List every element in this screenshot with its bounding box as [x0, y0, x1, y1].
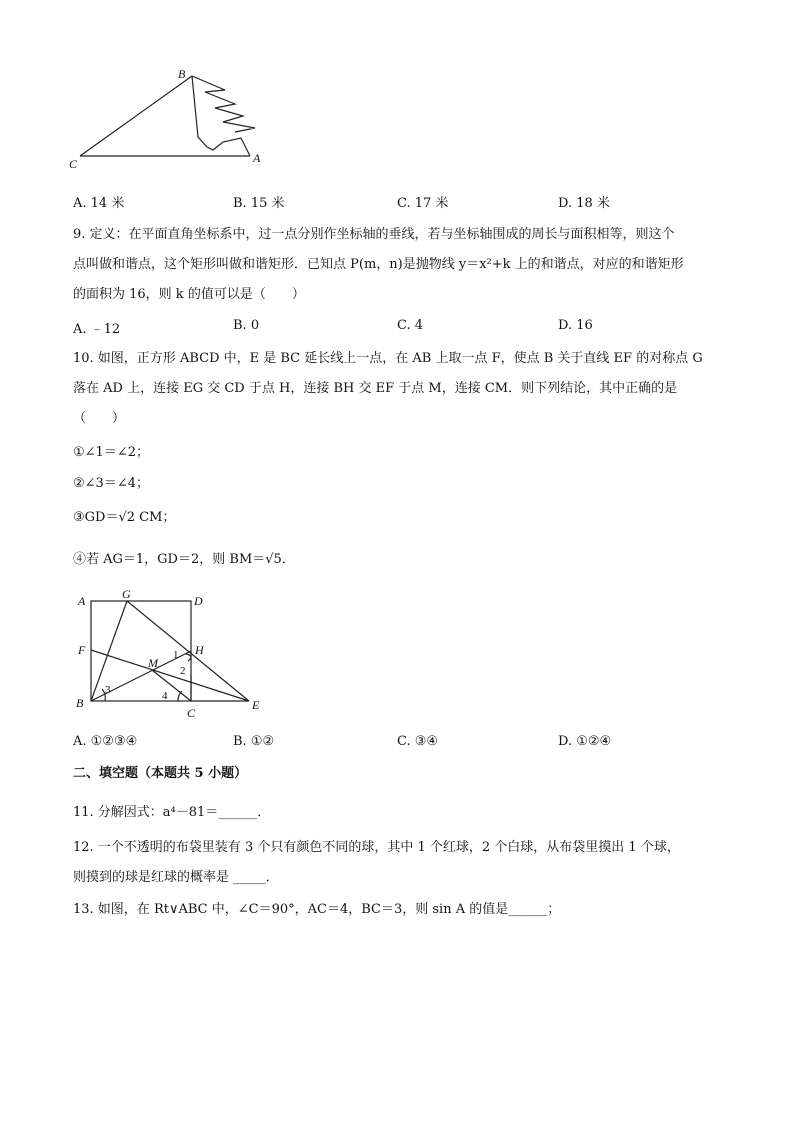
figure-square-abcd: [70, 585, 270, 725]
q10-line2: 落在 AD 上，连接 EG 交 CD 于点 H，连接 BH 交 EF 于点 M，连接 CM．则下列结论，其中正确的是: [73, 381, 678, 396]
q10-statement-2: ②∠3＝∠4；: [73, 476, 149, 491]
figure-triangle-abc: [65, 62, 275, 172]
q9-line2: 点叫做和谐点，这个矩形叫做和谐矩形．已知点 P(m，n)是抛物线 y＝x²+k 上的和谐点，对应的和谐矩形: [73, 257, 684, 272]
q10-option-d: D. ①②④: [558, 734, 612, 749]
q11-text: 11. 分解因式：a⁴－81＝______．: [73, 805, 271, 820]
q9-line3: 的面积为 16，则 k 的值可以是（ ）: [73, 287, 305, 302]
q8-option-b: B. 15 米: [233, 196, 285, 211]
label-f: F: [78, 643, 86, 657]
q10-option-b: B. ①②: [233, 734, 275, 749]
q12-line2: 则摸到的球是红球的概率是 _____．: [73, 870, 279, 885]
label-b: B: [178, 67, 186, 81]
q10-line3: （ ）: [73, 411, 126, 426]
label-a: A: [253, 151, 261, 165]
label-e: E: [252, 698, 260, 712]
section-title: 二、填空题（本题共 5 小题）: [73, 766, 248, 781]
label-d: D: [194, 594, 203, 608]
q10-statement-3: ③GD＝√2 CM；: [73, 510, 176, 525]
q8-option-d: D. 18 米: [558, 196, 610, 211]
q13-text: 13. 如图，在 Rt∨ABC 中，∠C＝90°，AC＝4，BC＝3，则 sin A 的值是______；: [73, 902, 561, 917]
label-g: G: [122, 587, 131, 601]
q10-statement-1: ①∠1＝∠2；: [73, 445, 149, 460]
label-m: M: [148, 656, 158, 670]
label-c: C: [187, 706, 196, 720]
q10-option-c: C. ③④: [397, 734, 439, 749]
q10-option-a: A. ①②③④: [73, 734, 138, 749]
q9-option-d: D. 16: [558, 318, 593, 333]
q8-option-c: C. 17 米: [397, 196, 449, 211]
label-angle-1: 1: [173, 649, 179, 661]
q9-option-b: B. 0: [233, 318, 260, 333]
label-angle-3: 3: [105, 684, 111, 696]
label-a: A: [78, 594, 86, 608]
q12-line1: 12. 一个不透明的布袋里装有 3 个只有颜色不同的球，其中 1 个红球，2 个白球，从布袋里摸出 1 个球，: [73, 840, 680, 855]
q9-line1: 9. 定义：在平面直角坐标系中，过一点分别作坐标轴的垂线，若与坐标轴围成的周长与面积相等，则这个: [73, 227, 675, 242]
label-angle-2: 2: [180, 665, 186, 677]
label-angle-4: 4: [162, 690, 168, 702]
q9-option-c: C. 4: [397, 318, 424, 333]
label-c: C: [69, 157, 78, 171]
q9-option-a: A. ﹣12: [73, 322, 121, 337]
q10-line1: 10. 如图，正方形 ABCD 中，E 是 BC 延长线上一点，在 AB 上取一点 F，使点 B 关于直线 EF 的对称点 G: [73, 351, 703, 366]
q8-option-a: A. 14 米: [73, 196, 125, 211]
label-h: H: [195, 643, 204, 657]
q10-statement-4: ④若 AG＝1，GD＝2，则 BM＝√5．: [73, 552, 295, 567]
label-b: B: [76, 696, 84, 710]
